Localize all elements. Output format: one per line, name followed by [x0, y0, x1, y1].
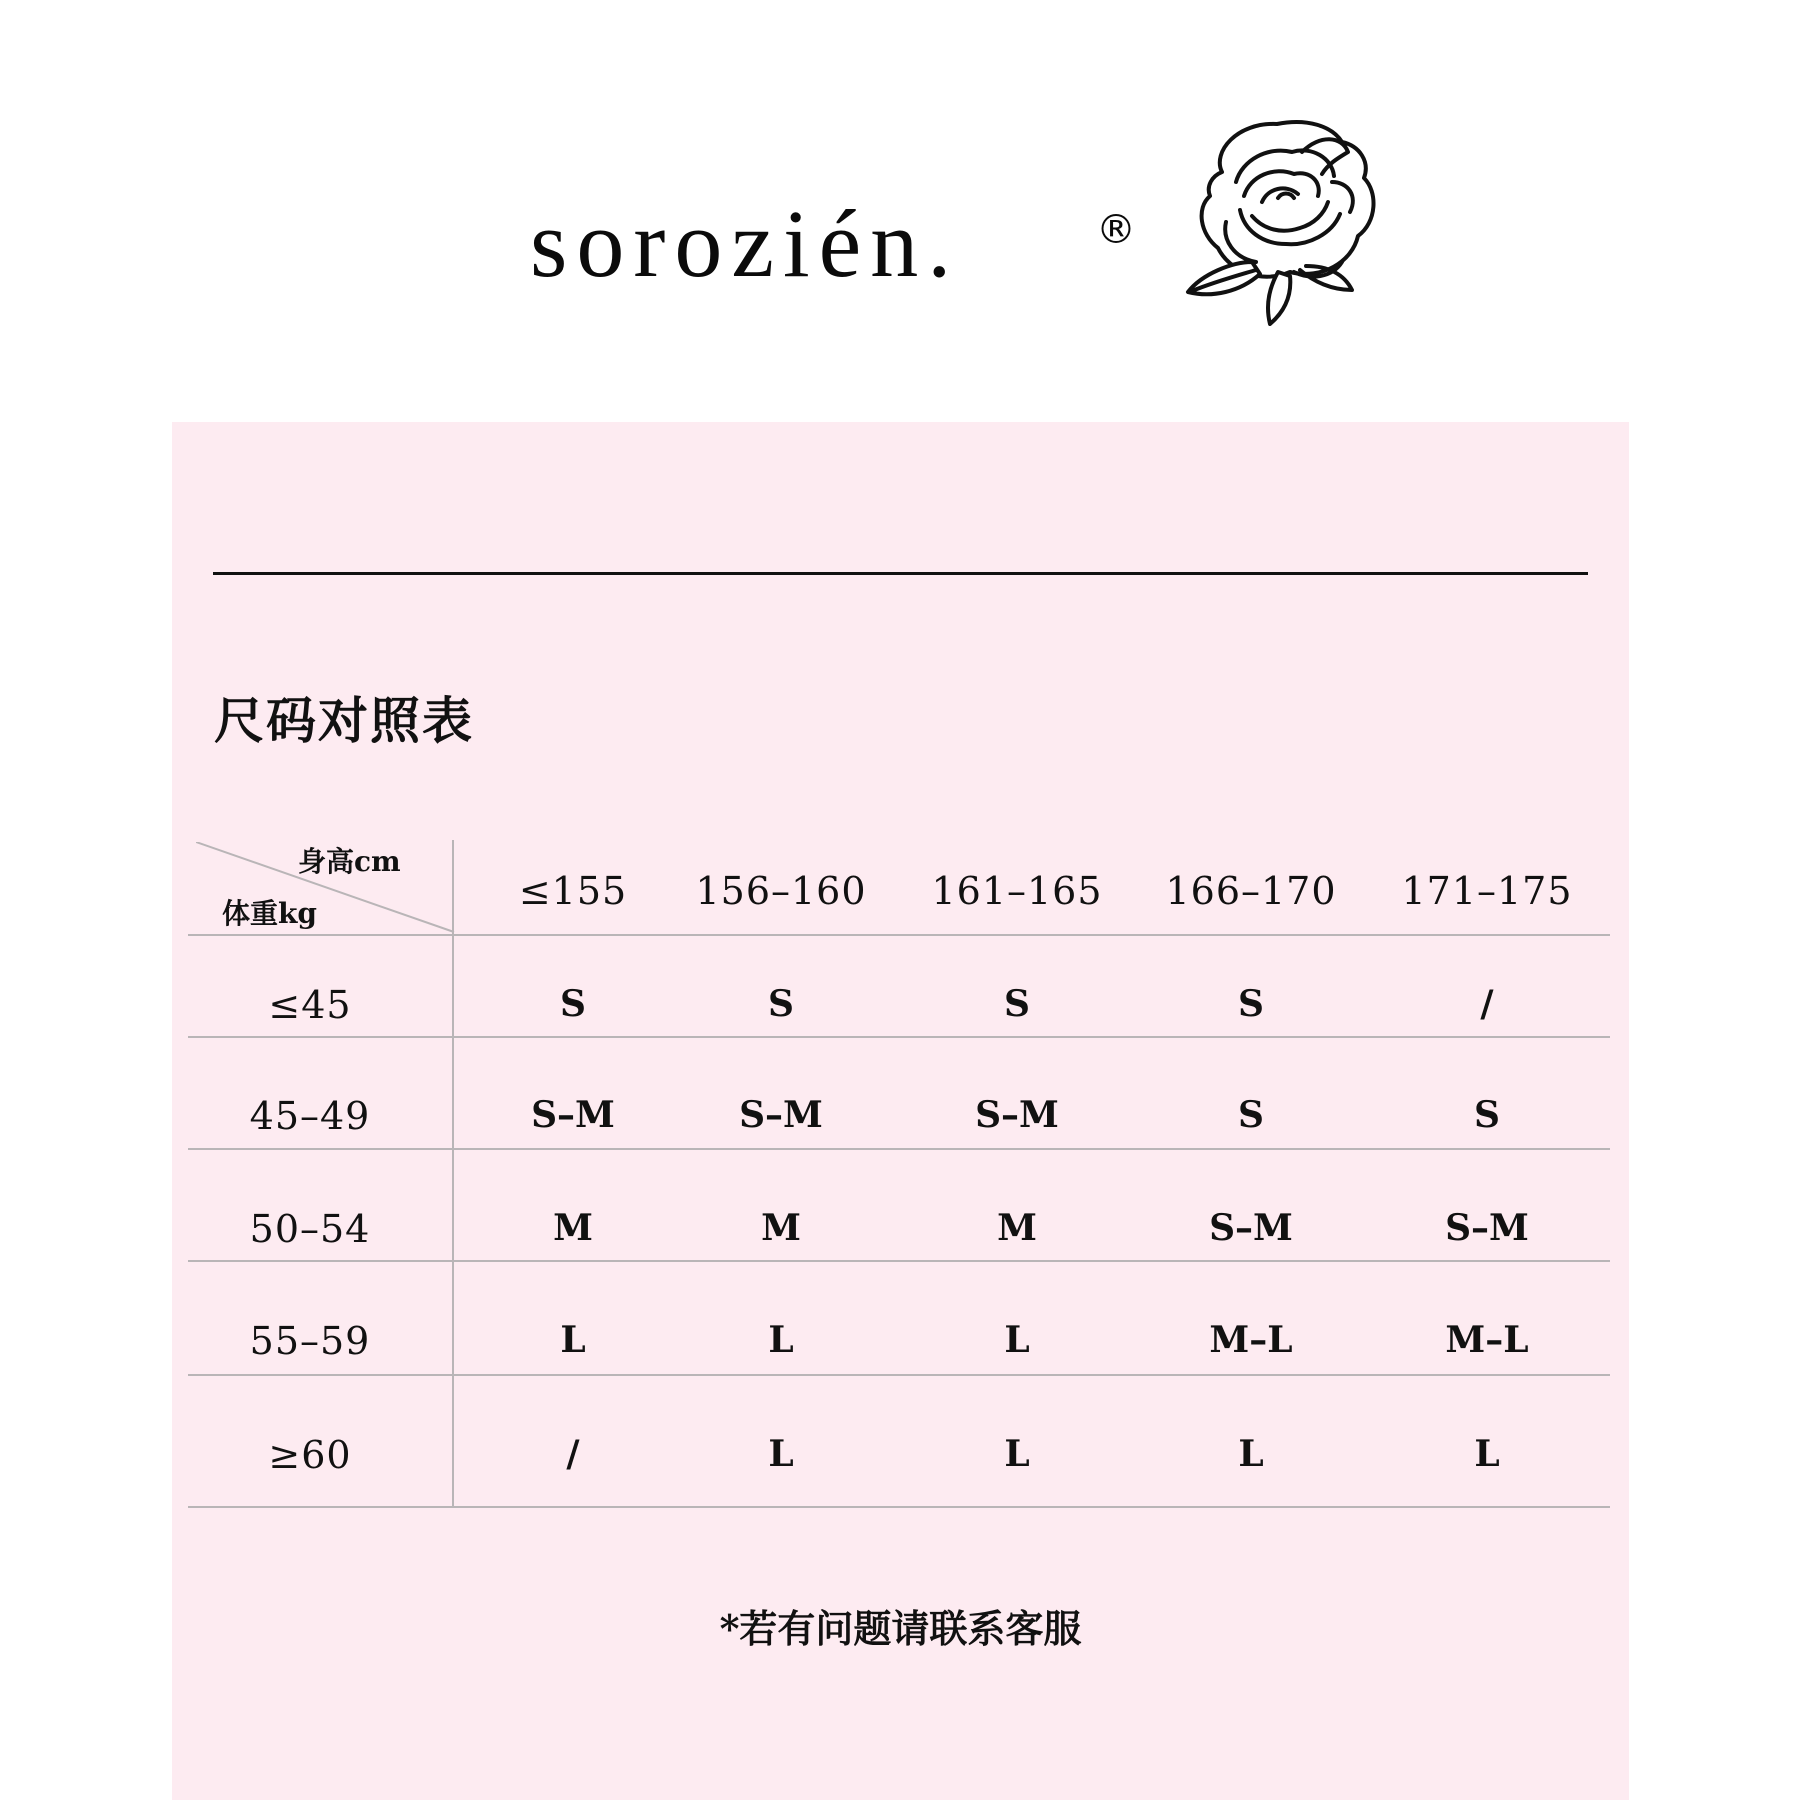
table-cell: S–M: [739, 1094, 823, 1136]
column-header: 156–160: [695, 869, 867, 913]
header-column-divider: [452, 840, 454, 1508]
table-cell: /: [566, 1433, 580, 1475]
table-cell: M–L: [1445, 1319, 1529, 1361]
page-title: 尺码对照表: [214, 691, 474, 750]
row-divider: [188, 1374, 1610, 1376]
customer-service-note: *若有问题请联系客服: [719, 1606, 1082, 1651]
column-header: ≤155: [518, 869, 628, 913]
table-cell: S–M: [975, 1094, 1059, 1136]
column-header: 171–175: [1401, 869, 1573, 913]
row-header: 55–59: [249, 1319, 371, 1363]
row-divider: [188, 1506, 1610, 1508]
table-cell: S: [560, 983, 586, 1025]
registered-mark: ®: [1096, 207, 1136, 253]
row-divider: [188, 1036, 1610, 1038]
row-header: 50–54: [249, 1207, 371, 1251]
table-cell: /: [1480, 983, 1494, 1025]
weight-axis-label: 体重kg: [222, 897, 317, 930]
column-header: 166–170: [1165, 869, 1337, 913]
table-cell: M: [761, 1207, 801, 1249]
divider-rule: [213, 572, 1588, 575]
table-cell: L: [1238, 1433, 1264, 1475]
height-axis-label: 身高cm: [298, 845, 401, 878]
row-header: ≤45: [268, 983, 352, 1027]
row-header: 45–49: [249, 1094, 371, 1138]
table-cell: S: [1238, 1094, 1264, 1136]
table-cell: L: [1004, 1433, 1030, 1475]
table-cell: L: [560, 1319, 586, 1361]
size-chart-panel: [172, 422, 1629, 1800]
table-cell: S–M: [1445, 1207, 1529, 1249]
column-header: 161–165: [931, 869, 1103, 913]
row-divider: [188, 934, 1610, 936]
table-cell: L: [768, 1319, 794, 1361]
size-table: [188, 840, 1610, 1508]
table-cell: L: [1474, 1433, 1500, 1475]
table-cell: S: [1004, 983, 1030, 1025]
rose-logo-icon: [1182, 112, 1382, 327]
table-cell: M–L: [1209, 1319, 1293, 1361]
table-cell: S: [768, 983, 794, 1025]
table-cell: S–M: [531, 1094, 615, 1136]
table-cell: L: [768, 1433, 794, 1475]
row-divider: [188, 1148, 1610, 1150]
brand-wordmark: sorozién.: [530, 190, 961, 297]
row-header: ≥60: [268, 1433, 352, 1477]
table-cell: S–M: [1209, 1207, 1293, 1249]
table-cell: L: [1004, 1319, 1030, 1361]
row-divider: [188, 1260, 1610, 1262]
table-cell: S: [1238, 983, 1264, 1025]
table-cell: M: [997, 1207, 1037, 1249]
table-cell: S: [1474, 1094, 1500, 1136]
table-cell: M: [553, 1207, 593, 1249]
